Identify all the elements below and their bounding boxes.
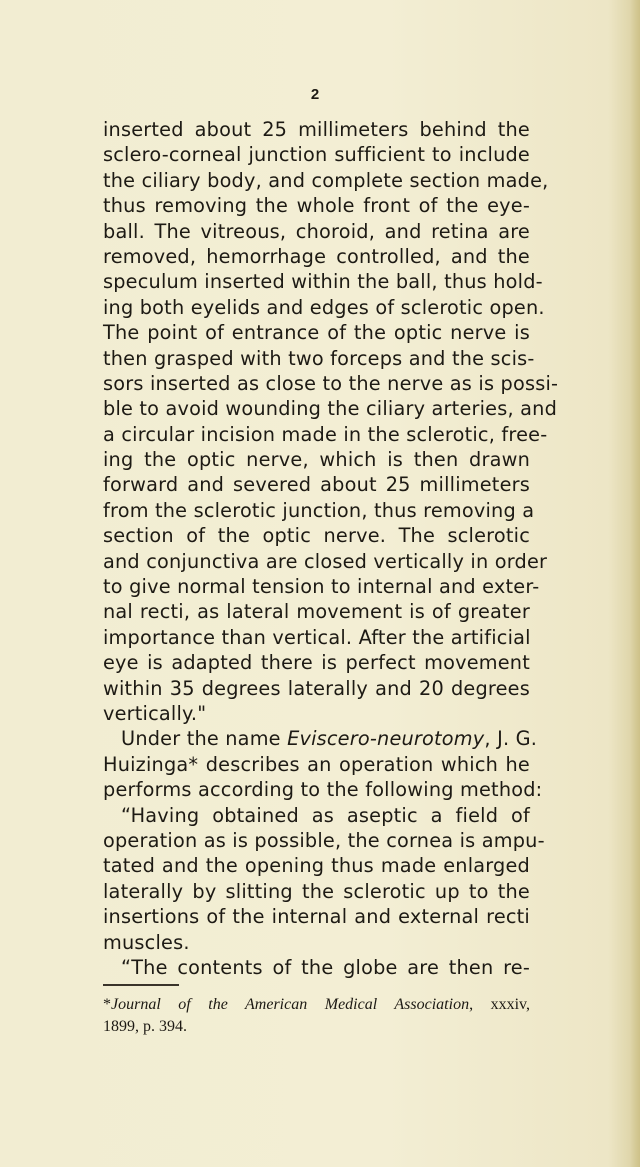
text-line: the ciliary body, and complete section made, [103,168,549,192]
footnote [103,994,530,1038]
text-line: sclero-corneal junction sufficient to include [103,143,530,167]
text-line: ball. The vitreous, choroid, and retina are [103,219,530,243]
footnote-marker: * [103,996,111,1013]
text-line: operation as is possible, the cornea is ampu- [103,828,545,852]
text-line: muscles. [103,930,190,954]
text-line: vertically." [103,701,207,725]
text-line: a circular incision made in the sclerotic, free- [103,422,548,446]
body-text [103,117,559,980]
text-line: and conjunctiva are closed vertically in order [103,549,548,573]
footnote-journal: Journal of the American Medical Association [111,996,470,1013]
text-line: thus removing the whole front of the eye- [103,194,530,218]
text-line: inserted about 25 millimeters behind the [103,118,530,141]
paragraph-lead-tail: , J. G. [484,727,538,751]
paragraph-start-line [103,726,538,751]
footnote-volume: , xxxiv, [469,996,531,1013]
text-line: ble to avoid wounding the ciliary arteries, and [103,397,558,421]
text-line: Huizinga* describes an operation which he [103,752,530,776]
text-line: performs according to the following method: [103,778,543,802]
text-line: ing the optic nerve, which is then drawn [103,448,530,472]
text-line: tated and the opening thus made enlarged [103,854,530,878]
text-line: to give normal tension to internal and exter- [103,575,540,599]
text-line: nal recti, as lateral movement is of greater [103,600,530,624]
text-line: removed, hemorrhage controlled, and the [103,244,530,268]
footnote-line: 1899, p. 394. [103,1018,187,1035]
text-line: importance than vertical. After the artificial [103,625,531,649]
footnote-rule [103,984,179,986]
text-line: insertions of the internal and external recti [103,905,530,929]
text-line: speculum inserted within the ball, thus hold- [103,270,543,294]
text-line: forward and severed about 25 millimeters [103,473,530,497]
text-line: then grasped with two forceps and the scis- [103,346,535,370]
italic-term: Eviscero-neurotomy [287,727,485,751]
page-number: 2 [310,86,320,103]
text-line: sors inserted as close to the nerve as is possi- [103,371,559,395]
text-line: eye is adapted there is perfect movement [103,651,530,675]
text-line: laterally by slitting the sclerotic up to the [103,879,530,903]
text-line: within 35 degrees laterally and 20 degrees [103,676,530,700]
text-line: ing both eyelids and edges of sclerotic open. [103,295,545,319]
quote-start-line: “Having obtained as aseptic a field of [121,803,530,827]
text-line: section of the optic nerve. The sclerotic [103,524,530,548]
page-edge-shadow [630,0,640,1167]
paragraph-lead: Under the name [121,727,288,751]
text-line: from the sclerotic junction, thus removing a [103,498,535,522]
text-line: The point of entrance of the optic nerve is [103,321,530,345]
quote-start-line: “The contents of the globe are then re- [121,955,530,979]
footnote-line [103,994,530,1016]
